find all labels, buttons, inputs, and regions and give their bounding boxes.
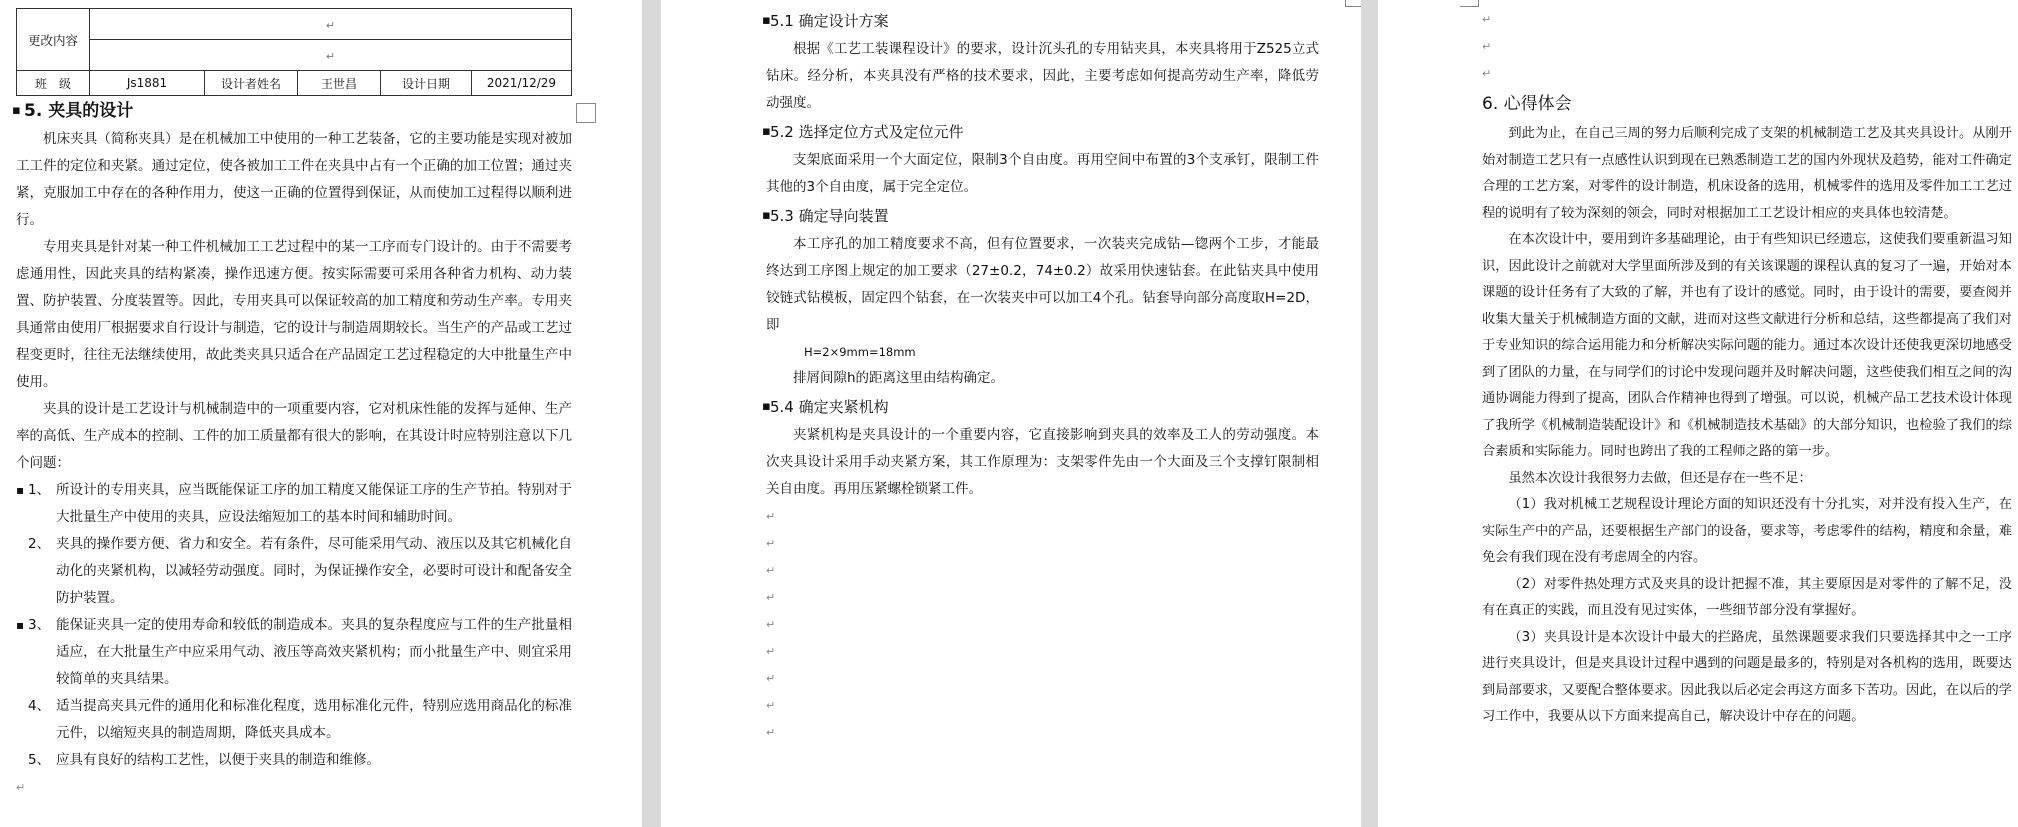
heading-bullet: ▪ <box>762 13 771 28</box>
change-content-label: 更改内容 <box>17 9 90 71</box>
paragraph[interactable]: 根据《工艺工装课程设计》的要求，设计沉头孔的专用钻夹具，本夹具将用于Z525立式钻床。经分析，本夹具没有严格的技术要求，因此，主要考虑如何提高劳动生产率，降低劳动强度。 <box>766 41 1319 111</box>
document-page-3 <box>1378 0 2018 827</box>
heading-bullet: ▪ <box>762 124 771 139</box>
empty-paragraph[interactable]: ↵ <box>766 645 776 658</box>
heading-bullet: ▪ <box>12 103 21 118</box>
paragraph[interactable]: 在本次设计中，要用到许多基础理论，由于有些知识已经遗忘，这使我们要重新温习知识，因此设计之前就对大学里面所涉及到的有关该课题的课程认真的复习了一遍，开始对本课题的设计任务有了大致的了解，并也有了设计的感觉。同时，由于设计的需要，要查阅并收集大量关于机械制造方面的文献，进而对这些文献进行分析和总结，这些都提高了我们对于专业知识的综合运用能力和分析解决实际问题的能力。通过本次设计还使我更深切地感受到了团队的力量，在与同学们的讨论中发现问题并及时解决问题，这些使我们相互之间的沟通协调能力得到了提高，团队合作精神也得到了增强。可以说，机械产品工艺技术设计体现了我所学《机械制造装配设计》和《机械制造技术基础》的大部分知识，也检验了我们的综合素质和实际能力。同时也跨出了我的工程师之路的第一步。 <box>1482 232 2012 459</box>
paragraph[interactable]: （2）对零件热处理方式及夹具的设计把握不准，其主要原因是对零件的了解不足，没有在真正的实践，而且没有见过实体，一些细节部分没有掌握好。 <box>1482 576 2012 618</box>
paragraph[interactable]: 排屑间隙h的距离这里由结构确定。 <box>793 370 1005 386</box>
heading-bullet: ▪ <box>762 208 771 223</box>
list-item[interactable]: ▪ 3、 能保证夹具一定的使用寿命和较低的制造成本。夹具的复杂程度应与工件的生产批量相适应，在大批量生产中应采用气动、液压等高效夹紧机构；而小批量生产中、则宜采用较简单的夹具结果。 <box>16 612 572 693</box>
date-value[interactable]: 2021/12/29 <box>472 71 572 96</box>
empty-paragraph[interactable]: ↵ <box>766 726 776 739</box>
class-value[interactable]: Js1881 <box>90 71 205 96</box>
margin-corner-mark <box>576 103 596 123</box>
empty-paragraph[interactable]: ↵ <box>766 618 776 631</box>
change-table <box>16 8 572 96</box>
paragraph[interactable]: 虽然本次设计我很努力去做，但还是存在一些不足： <box>1508 470 1812 486</box>
list-bullet: ▪ <box>16 618 25 632</box>
document-page-2 <box>661 0 1361 827</box>
section-heading-5[interactable]: ▪ 5. 夹具的设计 <box>24 96 572 126</box>
empty-paragraph[interactable]: ↵ <box>766 537 776 550</box>
empty-paragraph[interactable]: ↵ <box>766 699 776 712</box>
change-content-cell-2[interactable]: ↵ <box>90 40 572 71</box>
paragraph[interactable]: （3）夹具设计是本次设计中最大的拦路虎，虽然课题要求我们只要选择其中之一工序进行夹具设计，但是夹具设计过程中遇到的问题是最多的，特别是对各机构的选用，既要达到局部要求，又要配合整体要求。因此我以后必定会再这方面多下苦功。因此，在以后的学习工作中，我要从以下方面来提高自己，解决设计中存在的问题。 <box>1482 629 2012 724</box>
paragraph[interactable]: 支架底面采用一个大面定位，限制3个自由度。再用空间中布置的3个支承钉，限制工件其他的3个自由度，属于完全定位。 <box>766 152 1319 195</box>
paragraph[interactable]: 机床夹具（简称夹具）是在机械加工中使用的一种工艺装备，它的主要功能是实现对被加工工件的定位和夹紧。通过定位，使各被加工工件在夹具中占有一个正确的加工位置；通过夹紧，克服加工中存在的各种作用力，使这一正确的位置得到保证，从而使加工过程得以顺利进行。 <box>16 131 572 228</box>
list-item[interactable]: 2、 夹具的操作要方便、省力和安全。若有条件，尽可能采用气动、液压以及其它机械化自动化的夹紧机构，以减轻劳动强度。同时，为保证操作安全，必要时可设计和配备安全防护装置。 <box>28 536 572 606</box>
list-item[interactable]: 5、 应具有良好的结构工艺性，以便于夹具的制造和维修。 <box>28 752 380 768</box>
margin-corner-mark <box>1345 0 1361 7</box>
paragraph[interactable]: 夹具的设计是工艺设计与机械制造中的一项重要内容，它对机床性能的发挥与延伸、生产率的高低、生产成本的控制、工件的加工质量都有很大的影响，在其设计时应特别注意以下几个问题： <box>16 401 572 471</box>
list-bullet: ▪ <box>16 483 25 497</box>
empty-paragraph[interactable]: ↵ <box>16 781 26 794</box>
list-item[interactable]: ▪ 1、 所设计的专用夹具，应当既能保证工序的加工精度又能保证工序的生产节拍。特别对于大批量生产中使用的夹具，应设法缩短加工的基本时间和辅助时间。 <box>16 477 572 531</box>
section-heading-5-3[interactable]: ▪ 5.3 确定导向装置 <box>770 201 1319 231</box>
section-heading-5-2[interactable]: ▪ 5.2 选择定位方式及定位元件 <box>770 117 1319 147</box>
document-page-1 <box>0 0 642 827</box>
paragraph[interactable]: 本工序孔的加工精度要求不高，但有位置要求，一次装夹完成钻—锪两个工步，才能最终达到工序图上规定的加工要求（27±0.2，74±0.2）故采用快速钻套。在此钻夹具中使用铰链式钻模板，固定四个钻套，在一次装夹中可以加工4个孔。钻套导向部分高度取H=2D，即 <box>766 236 1319 333</box>
date-label: 设计日期 <box>381 71 472 96</box>
section-heading-5-4[interactable]: ▪ 5.4 确定夹紧机构 <box>770 392 1319 422</box>
empty-paragraph[interactable]: ↵ <box>766 672 776 685</box>
empty-paragraph[interactable]: ↵ <box>766 591 776 604</box>
formula-line[interactable]: H=2×9mm=18mm <box>804 345 916 359</box>
list-item[interactable]: 4、 适当提高夹具元件的通用化和标准化程度，选用标准化元件，特别应选用商品化的标准元件，以缩短夹具的制造周期，降低夹具成本。 <box>28 698 572 741</box>
heading-bullet: ▪ <box>762 399 771 414</box>
class-label: 班 级 <box>17 71 90 96</box>
paragraph[interactable]: （1）我对机械工艺规程设计理论方面的知识还没有十分扎实，对并没有投入生产，在实际生产中的产品，还要根据生产部门的设备，要求等，考虑零件的结构，精度和余量，难免会有我们现在没有考虑周全的内容。 <box>1482 497 2012 565</box>
section-heading-5-1[interactable]: ▪ 5.1 确定设计方案 <box>770 6 1319 36</box>
designer-value[interactable]: 王世昌 <box>298 71 381 96</box>
paragraph[interactable]: 到此为止，在自己三周的努力后顺利完成了支架的机械制造工艺及其夹具设计。从刚开始对制造工艺只有一点感性认识到现在已熟悉制造工艺的国内外现状及趋势，能对工件确定合理的工艺方案，对零件的设计制造，机床设备的选用，机械零件的选用及零件加工工艺过程的说明有了较为深刻的领会，同时对根据加工工艺设计相应的夹具体也较清楚。 <box>1482 126 2012 221</box>
empty-paragraph[interactable]: ↵ <box>1482 13 1492 26</box>
paragraph[interactable]: 夹紧机构是夹具设计的一个重要内容，它直接影响到夹具的效率及工人的劳动强度。本次夹具设计采用手动夹紧方案，其工作原理为：支架零件先由一个大面及三个支撑钉限制相关自由度。再用压紧螺栓锁紧工件。 <box>766 427 1319 497</box>
margin-corner-mark <box>1460 0 1479 7</box>
empty-paragraph[interactable]: ↵ <box>1482 40 1492 53</box>
empty-paragraph[interactable]: ↵ <box>766 564 776 577</box>
paragraph[interactable]: 专用夹具是针对某一种工件机械加工工艺过程中的某一工序而专门设计的。由于不需要考虑通用性，因此夹具的结构紧凑，操作迅速方便。按实际需要可采用各种省力机构、动力装置、防护装置、分度装置等。因此，专用夹具可以保证较高的加工精度和劳动生产率。专用夹具通常由使用厂根据要求自行设计与制造，它的设计与制造周期较长。当生产的产品或工艺过程变更时，往往无法继续使用，故此类夹具只适合在产品固定工艺过程稳定的大中批量生产中使用。 <box>16 239 572 390</box>
empty-paragraph[interactable]: ↵ <box>766 510 776 523</box>
empty-paragraph[interactable]: ↵ <box>1482 67 1492 80</box>
change-content-cell-1[interactable]: ↵ <box>90 9 572 40</box>
designer-label: 设计者姓名 <box>205 71 298 96</box>
section-heading-6[interactable]: 6. 心得体会 <box>1482 94 1572 114</box>
